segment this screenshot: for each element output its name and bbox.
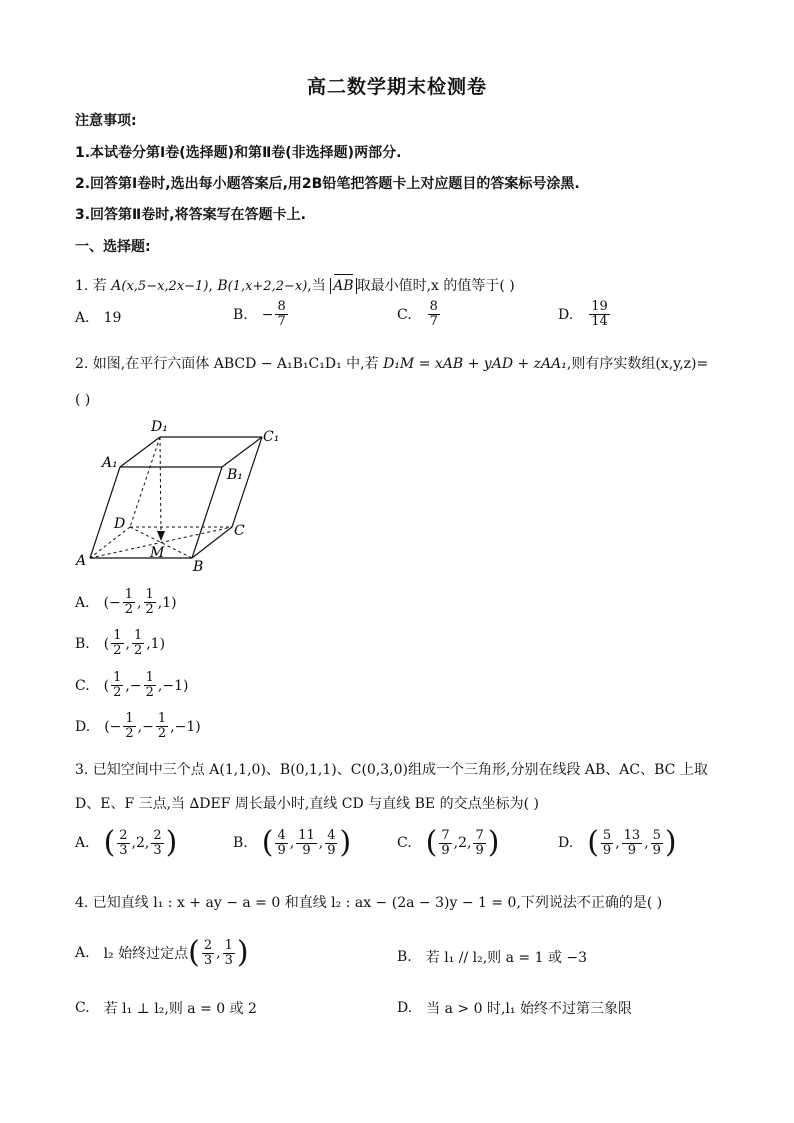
notice-heading: 注意事项:	[75, 113, 137, 129]
question-3-line-1: 3. 已知空间中三个点 A(1,1,0)、B(0,1,1)、C(0,3,0)组成一个三角形,分别在线段 AB、AC、BC 上取	[75, 762, 708, 778]
question-3-line-2: D、E、F 三点,当 ∆DEF 周长最小时,直线 CD 与直线 BE 的交点坐标为( )	[75, 796, 539, 812]
q1-option-c[interactable]: C. $\frac{8}{7}$	[397, 299, 438, 329]
q3-option-a[interactable]: A. ( $\frac{2}{3}$ ,2, $\frac{2}{3}$ )	[75, 825, 178, 860]
q4-option-a[interactable]: A. l₂ 始终过定点 ( $\frac{2}{3}$ , $\frac{1}{3}$ )	[75, 935, 249, 970]
question-1-stem: 1. 若 A(x,5−x,2x−1), B(1,x+2,2−x),当 AB 取最小值时,x 的值等于( )	[75, 278, 515, 294]
section-title: 一、选择题:	[75, 239, 151, 255]
q2-option-d[interactable]: D. (− $\frac{1}{2}$ ,− $\frac{1}{2}$ ,−1)	[75, 711, 201, 741]
label-d: D	[114, 516, 126, 532]
q1-option-b[interactable]: B. − $\frac{8}{7}$	[233, 299, 286, 329]
parallelepiped-figure	[70, 415, 290, 575]
notice-item-1: 1.本试卷分第Ⅰ卷(选择题)和第Ⅱ卷(非选择题)两部分.	[75, 145, 402, 161]
q2-option-c[interactable]: C. ( $\frac{1}{2}$ ,− $\frac{1}{2}$ ,−1)	[75, 670, 189, 700]
label-m: M	[150, 545, 165, 561]
q4-option-b[interactable]: B. 若 l₁ // l₂,则 a = 1 或 −3	[397, 949, 588, 966]
question-2-paren: ( )	[75, 392, 91, 408]
q4-option-c[interactable]: C. 若 l₁ ⊥ l₂,则 a = 0 或 2	[75, 1000, 257, 1017]
label-b: B	[193, 559, 204, 575]
label-c: C	[234, 523, 245, 539]
edge-bc	[192, 527, 232, 558]
vector-ab: AB	[333, 278, 354, 294]
q4-option-d[interactable]: D. 当 a > 0 时,l₁ 始终不过第三象限	[397, 1000, 632, 1017]
question-4-stem: 4. 已知直线 l₁ : x + ay − a = 0 和直线 l₂ : ax − (2a − 3)y − 1 = 0,下列说法不正确的是( )	[75, 895, 663, 911]
q3-option-c[interactable]: C. ( $\frac{7}{9}$ ,2, $\frac{7}{9}$ )	[397, 825, 500, 860]
label-a1: A₁	[102, 455, 118, 471]
q3-option-d[interactable]: D. ( $\frac{5}{9}$ , $\frac{13}{9}$ , $\frac{5}{9}$ )	[558, 825, 677, 860]
q1-option-a[interactable]: A. 19	[75, 310, 122, 326]
segment-d1m	[160, 437, 161, 537]
page-title: 高二数学期末检测卷	[306, 76, 487, 98]
arrow-head-m	[157, 531, 165, 541]
edge-d1d-hidden	[130, 437, 160, 527]
edge-d1a1	[120, 437, 160, 467]
question-2-stem: 2. 如图,在平行六面体 ABCD − A₁B₁C₁D₁ 中,若 D₁M = xAB + yAD + zAA₁,则有序实数组(x,y,z)=	[75, 356, 709, 372]
label-d1: D₁	[151, 419, 168, 435]
edge-b1b	[192, 467, 222, 558]
label-b1: B₁	[227, 467, 243, 483]
q2-option-a[interactable]: A. (− $\frac{1}{2}$ , $\frac{1}{2}$ ,1)	[75, 587, 177, 617]
q2-option-b[interactable]: B. ( $\frac{1}{2}$ , $\frac{1}{2}$ ,1)	[75, 628, 166, 658]
edge-c1b1	[222, 437, 262, 467]
q3-option-b[interactable]: B. ( $\frac{4}{9}$ , $\frac{11}{9}$ , $\frac{4}{9}$ )	[233, 825, 352, 860]
edge-a1a	[90, 467, 120, 558]
vector-equation: D₁M = xAB + yAD + zAA₁	[383, 356, 567, 372]
notice-item-2: 2.回答第Ⅰ卷时,选出每小题答案后,用2B铅笔把答题卡上对应题目的答案标号涂黑.	[75, 176, 580, 192]
label-a: A	[76, 553, 87, 569]
notice-item-3: 3.回答第Ⅱ卷时,将答案写在答题卡上.	[75, 207, 306, 223]
label-c1: C₁	[263, 429, 280, 445]
q1-option-d[interactable]: D. $\frac{19}{14}$	[558, 299, 608, 329]
